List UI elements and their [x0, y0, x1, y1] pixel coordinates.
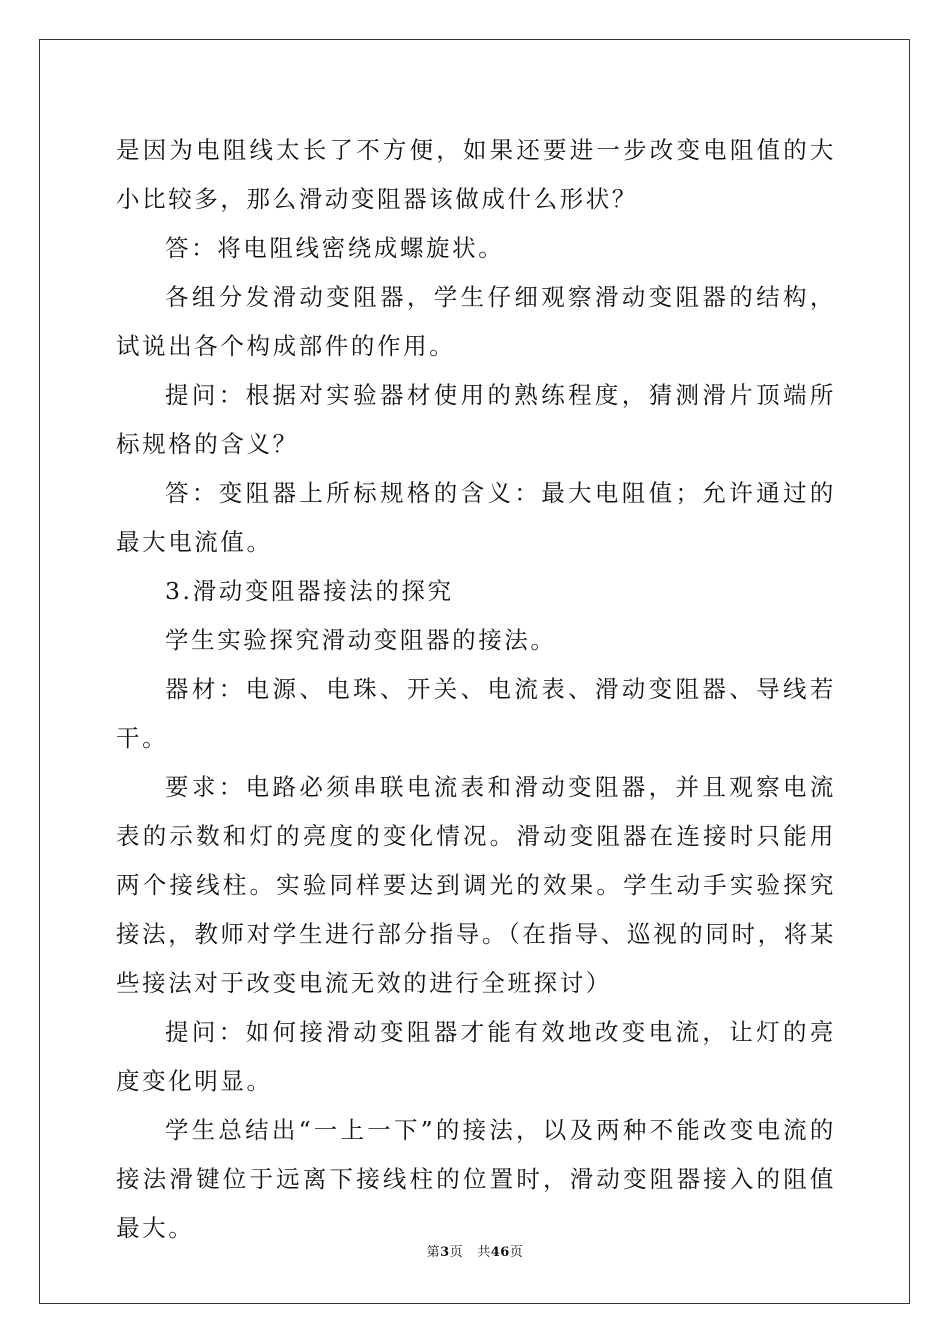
paragraph-8: 器材：电源、电珠、开关、电流表、滑动变阻器、导线若干。: [116, 675, 836, 752]
paragraph-2: 答：将电阻线密绕成螺旋状。: [165, 234, 505, 262]
section-heading: 3.滑动变阻器接法的探究: [165, 577, 454, 605]
page-footer: [0, 1241, 950, 1260]
total-pages: 46: [490, 1245, 510, 1260]
paragraph-1: 是因为电阻线太长了不方便，如果还要进一步改变电阻值的大小比较多，那么滑动变阻器该做成什么形状？: [116, 136, 836, 213]
paragraph-3: 各组分发滑动变阻器，学生仔细观察滑动变阻器的结构，试说出各个构成部件的作用。: [116, 283, 836, 360]
paragraph-9: 要求：电路必须串联电流表和滑动变阻器，并且观察电流表的示数和灯的亮度的变化情况。滑动变阻器在连接时只能用两个接线柱。实验同样要达到调光的效果。学生动手实验探究接法，教师对学生进行部分指导。（在指导、巡视的同时，将某些接法对于改变电流无效的进行全班探讨）: [116, 773, 836, 997]
paragraph-7: 学生实验探究滑动变阻器的接法。: [165, 626, 557, 654]
total-suffix: 页: [509, 1245, 524, 1260]
paragraph-11: 学生总结出“一上一下”的接法，以及两种不能改变电流的接法滑键位于远离下接线柱的位置时，滑动变阻器接入的阻值最大。: [116, 1116, 836, 1242]
total-prefix: 共: [477, 1245, 491, 1260]
page-suffix: 页: [449, 1245, 464, 1260]
document-body: [116, 126, 836, 1253]
page-prefix: 第: [426, 1245, 441, 1260]
page-number: 3: [440, 1245, 450, 1260]
paragraph-4: 提问：根据对实验器材使用的熟练程度，猜测滑片顶端所标规格的含义？: [116, 381, 836, 458]
paragraph-5: 答：变阻器上所标规格的含义：最大电阻值；允许通过的最大电流值。: [116, 479, 836, 556]
paragraph-10: 提问：如何接滑动变阻器才能有效地改变电流，让灯的亮度变化明显。: [116, 1018, 836, 1095]
